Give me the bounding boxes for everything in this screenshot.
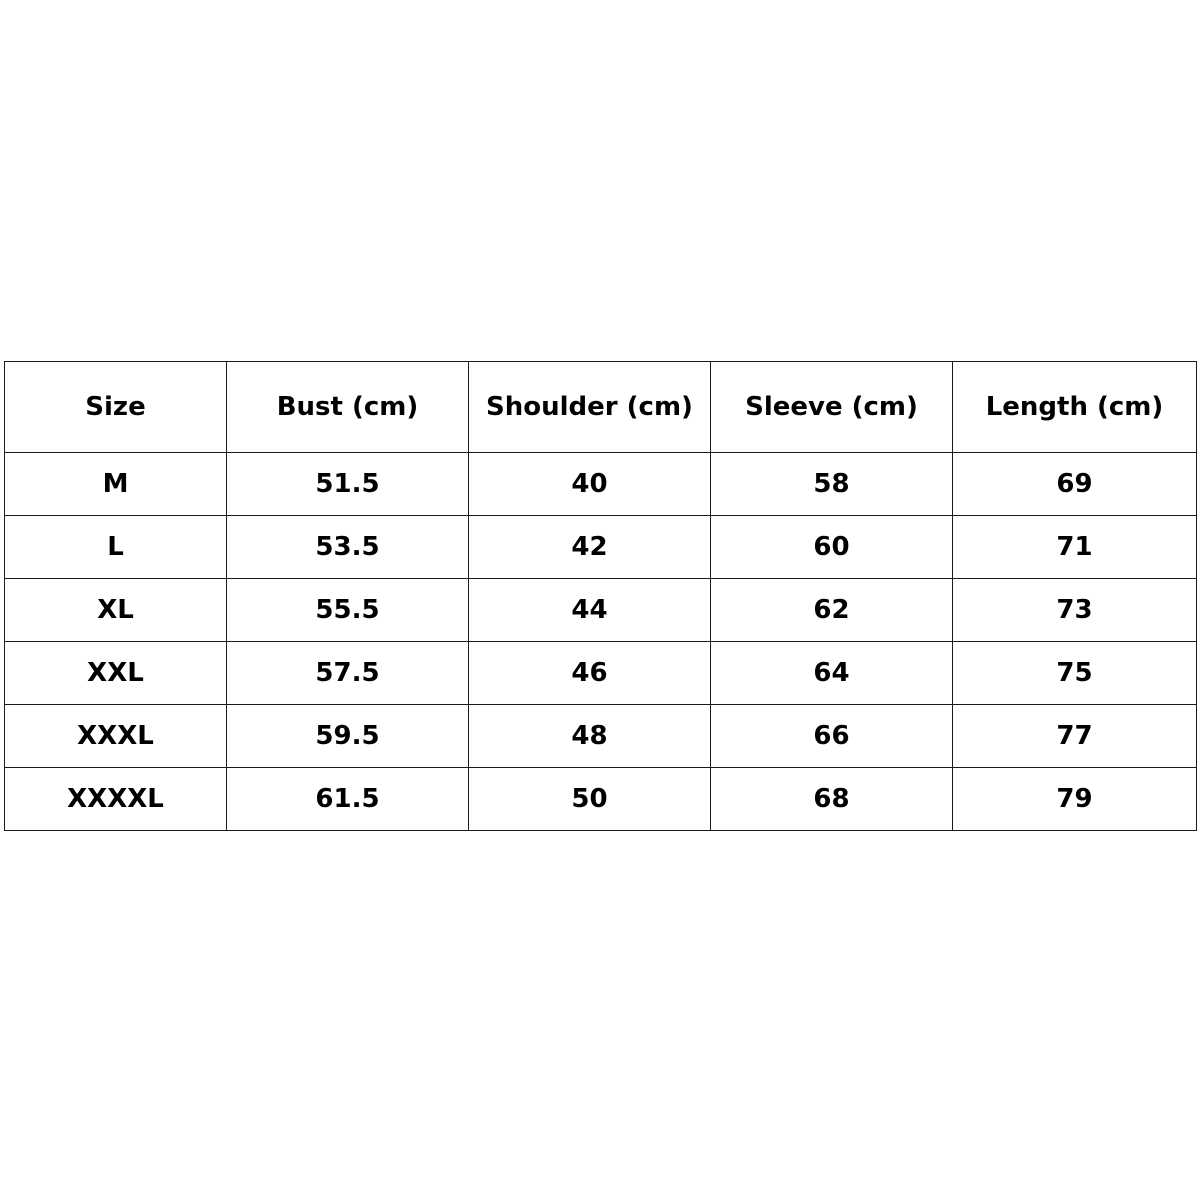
cell-shoulder: 42 bbox=[469, 516, 711, 579]
cell-size: XXXXL bbox=[5, 768, 227, 831]
table-row bbox=[5, 642, 1197, 705]
cell-size: XL bbox=[5, 579, 227, 642]
cell-size: M bbox=[5, 453, 227, 516]
cell-sleeve: 64 bbox=[711, 642, 953, 705]
cell-length: 75 bbox=[953, 642, 1197, 705]
cell-size: XXXL bbox=[5, 705, 227, 768]
cell-length: 71 bbox=[953, 516, 1197, 579]
cell-bust: 53.5 bbox=[227, 516, 469, 579]
header-row bbox=[5, 362, 1197, 453]
cell-size: L bbox=[5, 516, 227, 579]
cell-sleeve: 66 bbox=[711, 705, 953, 768]
cell-shoulder: 46 bbox=[469, 642, 711, 705]
cell-sleeve: 68 bbox=[711, 768, 953, 831]
cell-length: 79 bbox=[953, 768, 1197, 831]
header-size: Size bbox=[5, 362, 227, 453]
cell-length: 77 bbox=[953, 705, 1197, 768]
header-length: Length (cm) bbox=[953, 362, 1197, 453]
header-sleeve: Sleeve (cm) bbox=[711, 362, 953, 453]
cell-bust: 51.5 bbox=[227, 453, 469, 516]
header-bust: Bust (cm) bbox=[227, 362, 469, 453]
size-chart-table bbox=[4, 361, 1197, 831]
table-row bbox=[5, 579, 1197, 642]
cell-shoulder: 40 bbox=[469, 453, 711, 516]
cell-sleeve: 58 bbox=[711, 453, 953, 516]
cell-length: 69 bbox=[953, 453, 1197, 516]
header-shoulder: Shoulder (cm) bbox=[469, 362, 711, 453]
cell-length: 73 bbox=[953, 579, 1197, 642]
table-row bbox=[5, 453, 1197, 516]
cell-bust: 57.5 bbox=[227, 642, 469, 705]
cell-size: XXL bbox=[5, 642, 227, 705]
cell-bust: 61.5 bbox=[227, 768, 469, 831]
table-row bbox=[5, 705, 1197, 768]
cell-shoulder: 50 bbox=[469, 768, 711, 831]
table-row bbox=[5, 768, 1197, 831]
cell-shoulder: 48 bbox=[469, 705, 711, 768]
cell-shoulder: 44 bbox=[469, 579, 711, 642]
cell-bust: 59.5 bbox=[227, 705, 469, 768]
cell-sleeve: 60 bbox=[711, 516, 953, 579]
table-row bbox=[5, 516, 1197, 579]
cell-sleeve: 62 bbox=[711, 579, 953, 642]
cell-bust: 55.5 bbox=[227, 579, 469, 642]
